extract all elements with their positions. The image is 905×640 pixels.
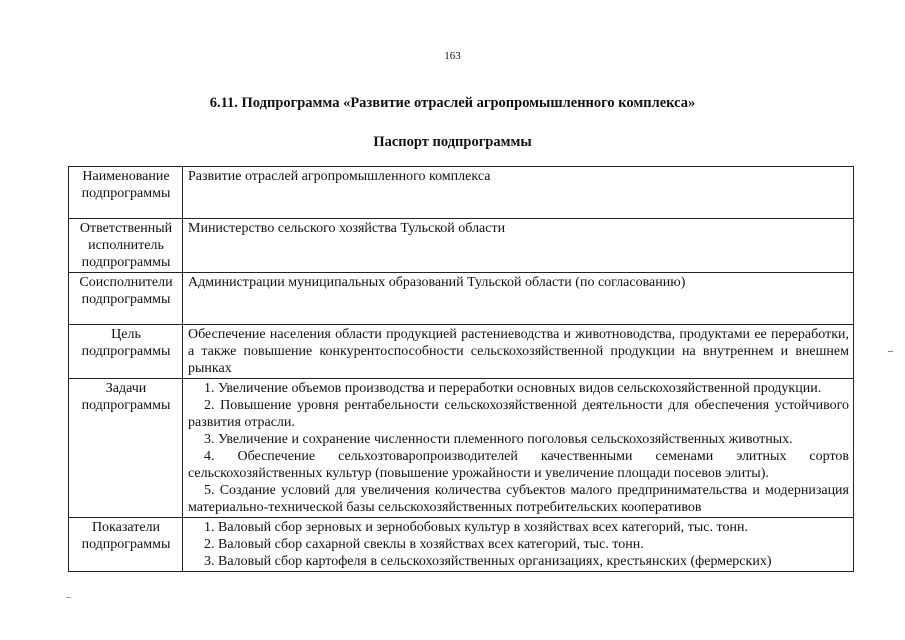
- scan-mark: [888, 351, 893, 352]
- row-label-tasks: Задачи подпрограммы: [69, 379, 183, 518]
- row-value-responsible: Министерство сельского хозяйства Тульской области: [183, 219, 854, 273]
- row-value-name: Развитие отраслей агропромышленного комплекса: [183, 167, 854, 219]
- row-label-goal: Цель подпрограммы: [69, 325, 183, 379]
- task-item: 5. Создание условий для увеличения количества субъектов малого предпринимательства и модернизация материально-технической базы сельскохозяйственных потребительских кооперативов: [188, 483, 849, 515]
- row-value-coexecutors: Администрации муниципальных образований Тульской области (по согласованию): [183, 273, 854, 325]
- table-row-tasks: [69, 379, 854, 518]
- row-label-indicators: Показатели подпрограммы: [69, 518, 183, 572]
- row-label-coexecutors: Соисполнители подпрограммы: [69, 273, 183, 325]
- passport-subheading: Паспорт подпрограммы: [373, 134, 532, 150]
- scan-mark: [66, 597, 71, 598]
- table-row-goal: [69, 325, 854, 379]
- section-heading: 6.11. Подпрограмма «Развитие отраслей агропромышленного комплекса»: [209, 95, 696, 111]
- task-item: 4. Обеспечение сельхозтоваропроизводителей качественными семенами элитных сортов сельскохозяйственных культур (повышение урожайности и увеличение площади посевов элиты).: [188, 449, 849, 481]
- row-value-indicators: [183, 518, 854, 572]
- page-number: 163: [444, 50, 461, 62]
- passport-table: [68, 166, 854, 572]
- task-item: 2. Повышение уровня рентабельности сельскохозяйственной деятельности для обеспечения устойчивого развития отрасли.: [188, 398, 849, 430]
- indicator-item: 2. Валовый сбор сахарной свеклы в хозяйствах всех категорий, тыс. тонн.: [204, 537, 644, 552]
- row-value-tasks: [183, 379, 854, 518]
- row-label-name: Наименование подпрограммы: [69, 167, 183, 219]
- table-row-coexecutors: [69, 273, 854, 325]
- task-item: 1. Увеличение объемов производства и переработки основных видов сельскохозяйственной продукции.: [204, 381, 822, 396]
- table-row-name: [69, 167, 854, 219]
- task-item: 3. Увеличение и сохранение численности племенного поголовья сельскохозяйственных животных.: [204, 432, 793, 447]
- row-value-goal: Обеспечение населения области продукцией растениеводства и животноводства, продуктами ее переработки, а также повышение конкурентоспособности сельскохозяйственной продукции на внутреннем и внешнем рынках: [183, 325, 854, 379]
- row-label-responsible: Ответственный исполнитель подпрограммы: [69, 219, 183, 273]
- indicator-item: 1. Валовый сбор зерновых и зернобобовых культур в хозяйствах всех категорий, тыс. тонн.: [204, 520, 748, 535]
- indicator-item: 3. Валовый сбор картофеля в сельскохозяйственных организациях, крестьянских (фермерских): [204, 554, 772, 569]
- table-row-indicators: [69, 518, 854, 572]
- table-row-responsible: [69, 219, 854, 273]
